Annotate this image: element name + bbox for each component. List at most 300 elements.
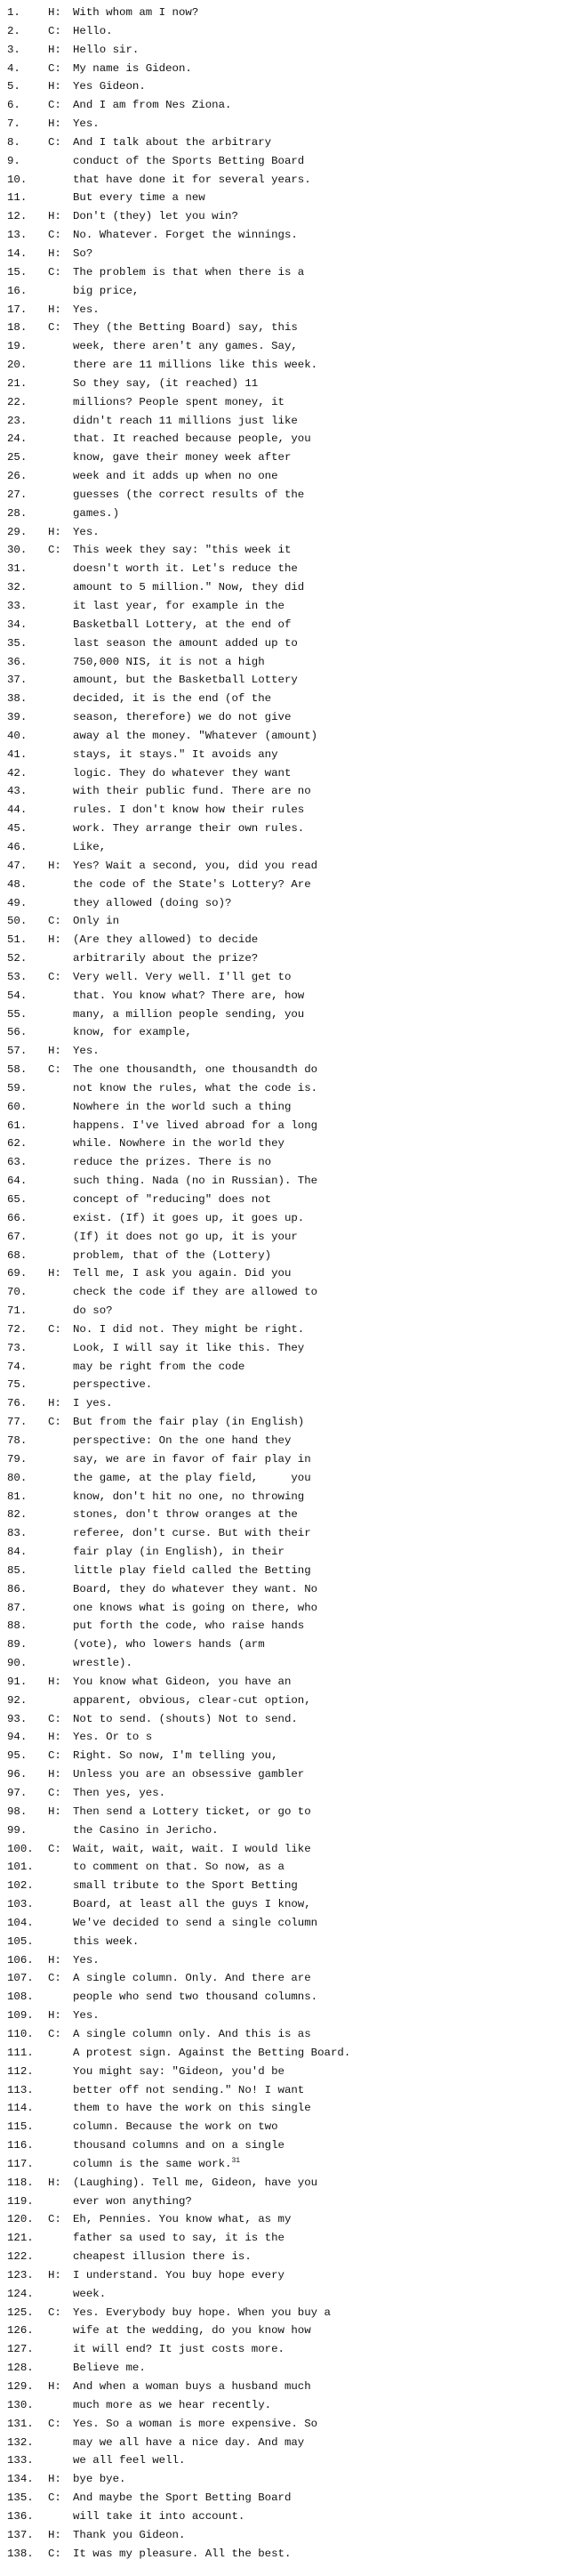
transcript-line bbox=[0, 727, 569, 746]
line-number: 72. bbox=[7, 1322, 28, 1336]
line-text bbox=[73, 1061, 317, 1079]
line-text-content: stones, don't throw oranges at the bbox=[73, 1508, 298, 1522]
line-number: 118. bbox=[7, 2176, 34, 2189]
line-number: 28. bbox=[7, 506, 28, 520]
line-number: 41. bbox=[7, 747, 28, 761]
line-text bbox=[73, 2378, 311, 2396]
line-text-content: decided, it is the end (of the bbox=[73, 692, 272, 706]
line-number: 71. bbox=[7, 1304, 28, 1318]
transcript-line bbox=[0, 1821, 569, 1840]
transcript-line bbox=[0, 1079, 569, 1098]
line-text bbox=[73, 505, 119, 523]
line-number: 88. bbox=[7, 1619, 28, 1633]
line-text-content: happens. I've lived abroad for a long bbox=[73, 1118, 318, 1132]
line-text bbox=[73, 245, 92, 263]
line-text bbox=[73, 486, 304, 505]
speaker-label: C: bbox=[48, 1842, 61, 1855]
line-text-content: thousand columns and on a single bbox=[73, 2139, 284, 2152]
line-text-content: such thing. Nada (no in Russian). The bbox=[73, 1175, 318, 1188]
line-number: 60. bbox=[7, 1100, 28, 1113]
line-number: 76. bbox=[7, 1397, 28, 1410]
transcript-line bbox=[0, 1320, 569, 1339]
transcript-line bbox=[0, 1283, 569, 1302]
speaker-label: H: bbox=[48, 210, 61, 223]
transcript-line bbox=[0, 430, 569, 448]
line-text-content: the code of the State's Lottery? Are bbox=[73, 877, 311, 891]
line-text-content: Wait, wait, wait, wait. I would like bbox=[73, 1842, 311, 1855]
line-text-content: this week. bbox=[73, 1934, 140, 1948]
transcript-line bbox=[0, 1599, 569, 1618]
line-text-content: Yes. So a woman is more expensive. So bbox=[73, 2417, 318, 2430]
line-text-content: Yes. bbox=[73, 1953, 100, 1966]
transcript-line bbox=[0, 1247, 569, 1265]
transcript-line bbox=[0, 2210, 569, 2229]
transcript-line bbox=[0, 2081, 569, 2100]
transcript-line bbox=[0, 2099, 569, 2118]
transcript-line bbox=[0, 152, 569, 171]
line-text bbox=[73, 2396, 271, 2415]
transcript-line bbox=[0, 41, 569, 60]
line-text-content: little play field called the Betting bbox=[73, 1563, 311, 1577]
line-number: 5. bbox=[7, 80, 20, 93]
transcript-line bbox=[0, 1042, 569, 1061]
transcript-line bbox=[0, 1209, 569, 1228]
speaker-label: C: bbox=[48, 1416, 61, 1429]
line-number: 70. bbox=[7, 1286, 28, 1299]
transcript-line bbox=[0, 1969, 569, 1988]
transcript-line bbox=[0, 77, 569, 96]
transcript-line bbox=[0, 2174, 569, 2192]
line-text bbox=[73, 2118, 278, 2136]
line-text bbox=[73, 578, 304, 597]
transcript-line bbox=[0, 1988, 569, 2007]
footnote-marker: 31 bbox=[231, 2156, 241, 2165]
line-text-content: (vote), who lowers hands (arm bbox=[73, 1638, 265, 1651]
transcript-line bbox=[0, 1933, 569, 1951]
line-text-content: the game, at the play field, you bbox=[73, 1471, 311, 1484]
transcript-line bbox=[0, 1172, 569, 1191]
line-text bbox=[73, 1358, 244, 1377]
line-number: 102. bbox=[7, 1879, 34, 1893]
line-text-content: logic. They do whatever they want bbox=[73, 766, 292, 779]
line-text bbox=[73, 1877, 298, 1895]
transcript-line bbox=[0, 2229, 569, 2248]
transcript-line bbox=[0, 2434, 569, 2452]
transcript-line bbox=[0, 2304, 569, 2322]
line-text bbox=[73, 560, 298, 578]
line-text-content: say, we are in favor of fair play in bbox=[73, 1452, 311, 1466]
line-text bbox=[73, 1728, 152, 1747]
line-text bbox=[73, 2340, 284, 2359]
line-text bbox=[73, 1339, 304, 1358]
line-text-content: My name is Gideon. bbox=[73, 61, 192, 75]
line-number: 74. bbox=[7, 1360, 28, 1373]
line-text bbox=[73, 857, 317, 876]
speaker-label: C: bbox=[48, 1787, 61, 1799]
line-number: 7. bbox=[7, 117, 20, 131]
line-text-content: You know what Gideon, you have an bbox=[73, 1675, 292, 1688]
line-text-content: No. I did not. They might be right. bbox=[73, 1322, 305, 1336]
line-text-content: may we all have a nice day. And may bbox=[73, 2435, 305, 2449]
speaker-label: H: bbox=[48, 6, 61, 19]
transcript-line bbox=[0, 746, 569, 764]
line-number: 11. bbox=[7, 191, 28, 205]
line-text-content: But every time a new bbox=[73, 191, 205, 205]
transcript-line bbox=[0, 115, 569, 133]
line-text bbox=[73, 801, 304, 820]
speaker-label: H: bbox=[48, 1675, 61, 1688]
line-number: 39. bbox=[7, 711, 28, 724]
line-text bbox=[73, 2192, 192, 2211]
speaker-label: C: bbox=[48, 2305, 61, 2319]
line-number: 47. bbox=[7, 859, 28, 872]
line-text-content: (Are they allowed) to decide bbox=[73, 933, 259, 947]
line-text bbox=[73, 541, 291, 560]
line-text bbox=[73, 1450, 311, 1469]
speaker-label: H: bbox=[48, 859, 61, 872]
speaker-label: H: bbox=[48, 303, 61, 316]
line-text bbox=[73, 356, 317, 375]
line-text bbox=[73, 2248, 252, 2266]
line-text-content: Board, at least all the guys I know, bbox=[73, 1898, 311, 1911]
transcript-line bbox=[0, 1803, 569, 1821]
speaker-label: C: bbox=[48, 1063, 61, 1077]
speaker-label: C: bbox=[48, 99, 61, 112]
line-number: 120. bbox=[7, 2213, 34, 2226]
transcript-line bbox=[0, 1432, 569, 1450]
line-text bbox=[73, 1543, 284, 1562]
speaker-label: C: bbox=[48, 2213, 61, 2226]
line-text-content: concept of "reducing" does not bbox=[73, 1193, 272, 1206]
line-number: 26. bbox=[7, 470, 28, 483]
line-number: 35. bbox=[7, 636, 28, 650]
line-number: 119. bbox=[7, 2194, 34, 2208]
line-number: 6. bbox=[7, 99, 20, 112]
transcript-line bbox=[0, 1914, 569, 1933]
line-number: 106. bbox=[7, 1953, 34, 1966]
line-number: 77. bbox=[7, 1416, 28, 1429]
transcript-line bbox=[0, 764, 569, 783]
line-text bbox=[73, 1673, 291, 1692]
transcript-line bbox=[0, 1673, 569, 1692]
line-text bbox=[73, 1821, 219, 1840]
line-text bbox=[73, 1933, 139, 1951]
transcript-line bbox=[0, 616, 569, 634]
line-text bbox=[73, 4, 198, 22]
line-text bbox=[73, 1469, 311, 1488]
line-number: 32. bbox=[7, 581, 28, 594]
line-text bbox=[73, 2099, 311, 2118]
line-number: 122. bbox=[7, 2250, 34, 2264]
transcript-line bbox=[0, 2378, 569, 2396]
speaker-label: C: bbox=[48, 61, 61, 75]
speaker-label: C: bbox=[48, 24, 61, 37]
line-number: 112. bbox=[7, 2064, 34, 2078]
line-number: 103. bbox=[7, 1898, 34, 1911]
line-number: 107. bbox=[7, 1972, 34, 1985]
line-text bbox=[73, 949, 258, 968]
line-text-content: exist. (If) it goes up, it goes up. bbox=[73, 1211, 305, 1224]
line-text bbox=[73, 727, 317, 746]
transcript-line bbox=[0, 1450, 569, 1469]
line-text bbox=[73, 2526, 185, 2545]
transcript-line bbox=[0, 1153, 569, 1172]
transcript-line bbox=[0, 486, 569, 505]
line-number: 62. bbox=[7, 1137, 28, 1151]
speaker-label: C: bbox=[48, 229, 61, 242]
line-text bbox=[73, 467, 278, 486]
transcript-line bbox=[0, 857, 569, 876]
line-text bbox=[73, 671, 298, 690]
line-text-content: that have done it for several years. bbox=[73, 173, 311, 186]
speaker-label: H: bbox=[48, 246, 61, 260]
transcript-line bbox=[0, 523, 569, 542]
transcript-line bbox=[0, 1562, 569, 1580]
line-text bbox=[73, 375, 258, 393]
line-number: 51. bbox=[7, 933, 28, 947]
line-number: 109. bbox=[7, 2009, 34, 2023]
line-number: 21. bbox=[7, 376, 28, 390]
line-text-content: referee, don't curse. But with their bbox=[73, 1527, 311, 1540]
line-text bbox=[73, 2359, 146, 2378]
line-number: 104. bbox=[7, 1916, 34, 1929]
transcript-line bbox=[0, 2136, 569, 2155]
line-text-content: to comment on that. So now, as a bbox=[73, 1861, 284, 1874]
line-number: 101. bbox=[7, 1861, 34, 1874]
line-number: 59. bbox=[7, 1081, 28, 1094]
line-number: 69. bbox=[7, 1267, 28, 1280]
line-number: 45. bbox=[7, 822, 28, 836]
line-text bbox=[73, 1803, 311, 1821]
line-number: 81. bbox=[7, 1490, 28, 1503]
line-text bbox=[73, 2507, 244, 2526]
line-number: 19. bbox=[7, 340, 28, 353]
speaker-label: C: bbox=[48, 135, 61, 149]
transcript-line bbox=[0, 2044, 569, 2063]
transcript-line bbox=[0, 2248, 569, 2266]
line-text bbox=[73, 2322, 311, 2340]
transcript-line bbox=[0, 96, 569, 115]
line-number: 43. bbox=[7, 785, 28, 798]
line-text bbox=[73, 1079, 317, 1098]
line-text bbox=[73, 2545, 291, 2564]
transcript-line bbox=[0, 987, 569, 1005]
speaker-label: C: bbox=[48, 2491, 61, 2505]
speaker-label: C: bbox=[48, 2027, 61, 2040]
line-text-content: Board, they do whatever they want. No bbox=[73, 1582, 318, 1595]
transcript-line bbox=[0, 1117, 569, 1135]
line-text bbox=[73, 412, 298, 431]
speaker-label: H: bbox=[48, 2528, 61, 2541]
transcript-line bbox=[0, 226, 569, 245]
line-text-content: one knows what is going on there, who bbox=[73, 1601, 318, 1614]
line-text bbox=[73, 1098, 291, 1117]
line-text-content: father sa used to say, it is the bbox=[73, 2232, 284, 2245]
line-number: 15. bbox=[7, 265, 28, 279]
line-text-content: Nowhere in the world such a thing bbox=[73, 1100, 292, 1113]
line-text-content: wrestle). bbox=[73, 1657, 132, 1670]
line-text-content: apparent, obvious, clear-cut option, bbox=[73, 1693, 311, 1707]
line-text-content: They (the Betting Board) say, this bbox=[73, 321, 298, 335]
transcript-line bbox=[0, 876, 569, 894]
line-text-content: Very well. Very well. I'll get to bbox=[73, 970, 292, 983]
line-number: 17. bbox=[7, 303, 28, 316]
line-text-content: last season the amount added up to bbox=[73, 636, 298, 650]
transcript-line bbox=[0, 782, 569, 801]
transcript-line bbox=[0, 263, 569, 282]
transcript-line bbox=[0, 1339, 569, 1358]
line-text-content: fair play (in English), in their bbox=[73, 1546, 284, 1559]
transcript-line bbox=[0, 448, 569, 467]
transcript-line bbox=[0, 1023, 569, 1042]
line-text-content: So? bbox=[73, 246, 93, 260]
transcript-line bbox=[0, 1858, 569, 1877]
transcript-line bbox=[0, 245, 569, 263]
transcript-line bbox=[0, 1135, 569, 1153]
transcript-line bbox=[0, 2155, 569, 2174]
line-text bbox=[73, 653, 265, 672]
line-text-content: Yes. bbox=[73, 525, 100, 538]
line-number: 96. bbox=[7, 1768, 28, 1781]
line-text-content: ever won anything? bbox=[73, 2194, 192, 2208]
line-text-content: So they say, (it reached) 11 bbox=[73, 376, 259, 390]
line-text bbox=[73, 2304, 331, 2322]
line-text-content: away al the money. "Whatever (amount) bbox=[73, 729, 318, 742]
line-text-content: conduct of the Sports Betting Board bbox=[73, 154, 305, 167]
line-text bbox=[73, 448, 291, 467]
line-text bbox=[73, 1432, 291, 1450]
transcript-line bbox=[0, 301, 569, 319]
line-number: 83. bbox=[7, 1527, 28, 1540]
line-number: 12. bbox=[7, 210, 28, 223]
line-text bbox=[73, 1858, 284, 1877]
line-text-content: And I am from Nes Ziona. bbox=[73, 99, 232, 112]
transcript-line bbox=[0, 2340, 569, 2359]
line-text-content: work. They arrange their own rules. bbox=[73, 822, 305, 836]
line-number: 50. bbox=[7, 915, 28, 928]
line-text bbox=[73, 152, 304, 171]
transcript-line bbox=[0, 1840, 569, 1859]
transcript-line bbox=[0, 1061, 569, 1079]
line-text bbox=[73, 2174, 317, 2192]
line-text bbox=[73, 2025, 311, 2044]
line-text bbox=[73, 1562, 311, 1580]
line-text-content: I understand. You buy hope every bbox=[73, 2268, 284, 2281]
line-number: 99. bbox=[7, 1823, 28, 1837]
line-number: 132. bbox=[7, 2435, 34, 2449]
line-text-content: Hello. bbox=[73, 24, 113, 37]
line-text bbox=[73, 1951, 100, 1970]
line-text bbox=[73, 2451, 185, 2470]
line-text-content: A protest sign. Against the Betting Board. bbox=[73, 2046, 351, 2059]
line-number: 73. bbox=[7, 1341, 28, 1354]
transcript-line bbox=[0, 1264, 569, 1283]
line-number: 10. bbox=[7, 173, 28, 186]
line-text-content: Yes. bbox=[73, 303, 100, 316]
transcript-line bbox=[0, 2007, 569, 2025]
line-text-content: wife at the wedding, do you know how bbox=[73, 2324, 311, 2338]
transcript-line bbox=[0, 541, 569, 560]
line-text bbox=[73, 1506, 298, 1524]
line-text bbox=[73, 523, 100, 542]
line-text-content: (Laughing). Tell me, Gideon, have you bbox=[73, 2176, 318, 2189]
transcript-line bbox=[0, 894, 569, 913]
line-text-content: We've decided to send a single column bbox=[73, 1916, 318, 1929]
line-number: 128. bbox=[7, 2362, 34, 2375]
line-number: 29. bbox=[7, 525, 28, 538]
transcript-line bbox=[0, 2507, 569, 2526]
line-text bbox=[73, 1617, 304, 1635]
transcript-line bbox=[0, 931, 569, 949]
line-text bbox=[73, 263, 304, 282]
line-text-content: week, there aren't any games. Say, bbox=[73, 340, 298, 353]
line-text-content: they allowed (doing so)? bbox=[73, 896, 232, 909]
transcript-line bbox=[0, 1877, 569, 1895]
line-text-content: stays, it stays." It avoids any bbox=[73, 747, 278, 761]
line-text bbox=[73, 337, 298, 356]
line-text-content: games.) bbox=[73, 506, 120, 520]
line-text bbox=[73, 1710, 298, 1729]
line-text-content: I yes. bbox=[73, 1397, 113, 1410]
line-text bbox=[73, 1895, 311, 1914]
line-text bbox=[73, 1394, 113, 1413]
line-text-content: The one thousandth, one thousandth do bbox=[73, 1063, 318, 1077]
transcript-line bbox=[0, 1469, 569, 1488]
transcript-line bbox=[0, 560, 569, 578]
line-text-content: amount to 5 million." Now, they did bbox=[73, 581, 305, 594]
line-text-content: column. Because the work on two bbox=[73, 2120, 278, 2134]
line-text bbox=[73, 2210, 291, 2229]
transcript-line bbox=[0, 1728, 569, 1747]
line-text-content: No. Whatever. Forget the winnings. bbox=[73, 229, 298, 242]
line-text-content: column is the same work. bbox=[73, 2157, 232, 2170]
line-text bbox=[73, 430, 311, 448]
speaker-label: C: bbox=[48, 1322, 61, 1336]
line-number: 22. bbox=[7, 395, 28, 408]
line-text bbox=[73, 1599, 317, 1618]
line-number: 52. bbox=[7, 952, 28, 965]
line-text bbox=[73, 690, 271, 708]
line-text-content: Only in bbox=[73, 915, 120, 928]
line-number: 131. bbox=[7, 2417, 34, 2430]
line-text bbox=[73, 226, 298, 245]
transcript-line bbox=[0, 2545, 569, 2564]
speaker-label: H: bbox=[48, 2268, 61, 2281]
transcript-line bbox=[0, 60, 569, 78]
line-number: 93. bbox=[7, 1712, 28, 1725]
transcript-line bbox=[0, 2415, 569, 2434]
line-text bbox=[73, 2229, 284, 2248]
transcript-line bbox=[0, 337, 569, 356]
line-text-content: Look, I will say it like this. They bbox=[73, 1341, 305, 1354]
line-text-content: while. Nowhere in the world they bbox=[73, 1137, 284, 1151]
line-text bbox=[73, 1247, 271, 1265]
line-number: 33. bbox=[7, 600, 28, 612]
line-text bbox=[73, 393, 284, 412]
transcript-line bbox=[0, 1524, 569, 1543]
line-number: 85. bbox=[7, 1563, 28, 1577]
line-text-content: A single column. Only. And there are bbox=[73, 1972, 311, 1985]
speaker-label: H: bbox=[48, 2009, 61, 2023]
line-number: 130. bbox=[7, 2398, 34, 2411]
line-number: 124. bbox=[7, 2287, 34, 2300]
line-text bbox=[73, 1264, 291, 1283]
line-text-content: The problem is that when there is a bbox=[73, 265, 305, 279]
line-number: 53. bbox=[7, 970, 28, 983]
line-number: 2. bbox=[7, 24, 20, 37]
line-number: 105. bbox=[7, 1934, 34, 1948]
line-text bbox=[73, 782, 311, 801]
